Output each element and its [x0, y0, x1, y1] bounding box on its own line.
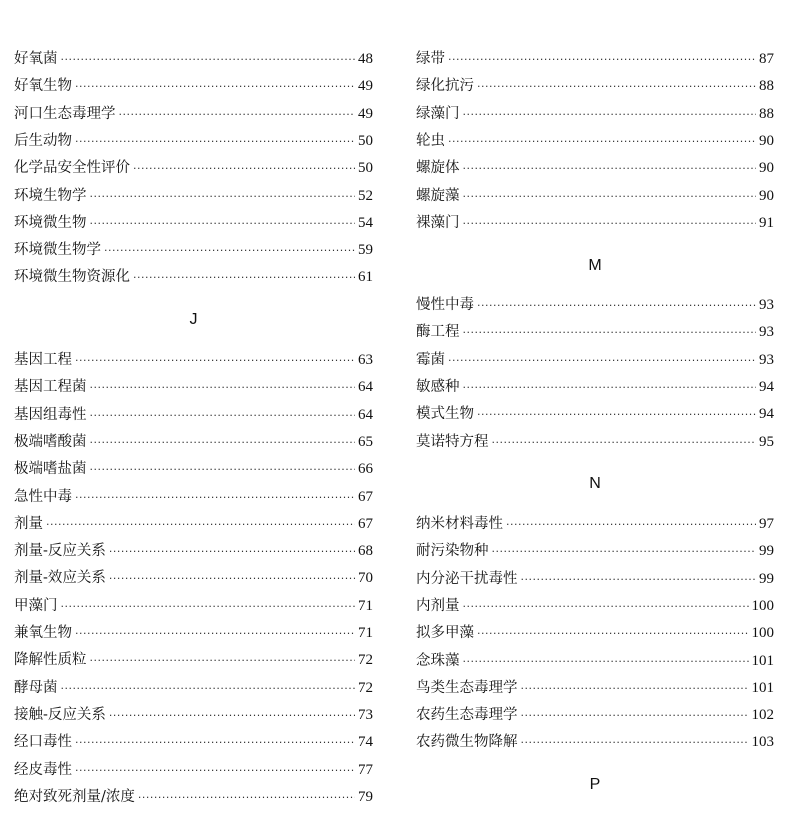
index-entry	[14, 456, 373, 483]
index-entry	[14, 264, 373, 291]
index-entry	[14, 155, 373, 182]
index-term: 环境微生物	[14, 214, 87, 231]
index-term: 好氧菌	[14, 51, 58, 67]
index-page-number: 101	[751, 679, 774, 696]
index-entry	[14, 46, 373, 73]
index-entry	[416, 210, 774, 237]
dot-leader	[61, 46, 356, 73]
index-term: 极端嗜盐菌	[14, 461, 87, 478]
index-page-number: 64	[358, 379, 373, 396]
dot-leader	[463, 648, 749, 675]
index-page-number: 50	[358, 160, 373, 177]
index-page-number: 97	[759, 516, 774, 532]
index-term: 环境微生物资源化	[14, 269, 130, 286]
index-term: 经口毒性	[14, 734, 72, 751]
dot-leader	[492, 429, 757, 456]
index-page-number: 54	[358, 214, 373, 231]
index-term: 轮虫	[416, 132, 445, 149]
index-entry	[14, 675, 373, 702]
index-page-number: 50	[358, 132, 373, 149]
dot-leader	[133, 155, 355, 182]
dot-leader	[463, 374, 757, 401]
dot-leader	[90, 456, 356, 483]
dot-leader	[448, 128, 756, 155]
dot-leader	[477, 73, 756, 100]
index-page-number: 79	[358, 788, 373, 805]
index-page-number: 73	[358, 706, 373, 723]
index-entry	[14, 237, 373, 264]
index-entry	[416, 128, 774, 155]
index-page-number: 94	[759, 406, 774, 423]
index-term: 甲藻门	[14, 597, 58, 614]
index-term: 裸藻门	[416, 214, 460, 231]
dot-leader	[506, 511, 756, 538]
dot-leader	[90, 210, 356, 237]
index-page-number: 67	[358, 488, 373, 505]
index-page-number: 67	[358, 515, 373, 532]
dot-leader	[109, 565, 355, 592]
index-term: 基因工程	[14, 352, 72, 368]
index-term: 酵母菌	[14, 679, 58, 696]
index-entry	[416, 401, 774, 428]
index-entry	[416, 593, 774, 620]
index-entry	[14, 620, 373, 647]
index-term: 霉菌	[416, 351, 445, 368]
index-entry	[14, 402, 373, 429]
index-page-number: 65	[358, 433, 373, 450]
index-entry	[416, 648, 774, 675]
index-entry	[14, 593, 373, 620]
index-page-number: 71	[358, 625, 373, 641]
index-term: 剂量	[14, 515, 43, 532]
index-page-number: 100	[751, 625, 774, 642]
dot-leader	[90, 647, 356, 674]
index-page-number: 70	[358, 570, 373, 587]
index-entry	[416, 729, 774, 756]
index-entry	[416, 292, 774, 319]
index-term: 剂量-效应关系	[14, 570, 106, 587]
dot-leader	[90, 183, 356, 210]
index-page-number: 49	[358, 78, 373, 95]
index-page-number: 52	[358, 187, 373, 204]
index-page-number: 74	[358, 734, 373, 751]
index-term: 河口生态毒理学	[14, 105, 116, 122]
section-letter-p: P	[589, 776, 601, 793]
index-term: 绿藻门	[416, 105, 460, 122]
index-term: 莫诺特方程	[416, 433, 489, 450]
index-page-number: 102	[751, 707, 774, 724]
index-term: 基因工程菌	[14, 379, 87, 396]
index-term: 拟多甲藻	[416, 625, 474, 642]
dot-leader	[104, 237, 355, 264]
dot-leader	[463, 101, 757, 128]
index-term: 纳米材料毒性	[416, 516, 503, 532]
index-entry	[14, 210, 373, 237]
index-term: 兼氧生物	[14, 625, 72, 641]
index-term: 慢性中毒	[416, 297, 474, 313]
index-term: 剂量-反应关系	[14, 543, 106, 560]
index-term: 敏感种	[416, 378, 460, 395]
index-entry	[416, 155, 774, 182]
dot-leader	[463, 183, 757, 210]
dot-leader	[521, 729, 749, 756]
index-page-number: 68	[358, 543, 373, 560]
index-page-number: 90	[759, 132, 774, 149]
index-page-number: 100	[751, 597, 774, 614]
index-page-number: 93	[759, 324, 774, 341]
index-term: 基因组毒性	[14, 406, 87, 423]
index-entry	[416, 46, 774, 73]
index-entry	[14, 511, 373, 538]
index-page-number: 103	[751, 734, 774, 751]
index-entry	[416, 702, 774, 729]
index-entry	[14, 484, 373, 511]
index-entry	[14, 101, 373, 128]
index-entry	[416, 675, 774, 702]
index-term: 环境微生物学	[14, 242, 101, 259]
dot-leader	[463, 210, 757, 237]
dot-leader	[521, 675, 749, 702]
index-entry	[14, 565, 373, 592]
index-entry	[14, 429, 373, 456]
dot-leader	[521, 566, 757, 593]
dot-leader	[133, 264, 355, 291]
index-page-number: 77	[358, 761, 373, 778]
index-page-number: 59	[358, 242, 373, 259]
index-term: 内剂量	[416, 597, 460, 614]
dot-leader	[477, 620, 749, 647]
index-term: 鸟类生态毒理学	[416, 679, 518, 696]
index-entry	[14, 647, 373, 674]
index-term: 经皮毒性	[14, 761, 72, 778]
index-entry	[416, 347, 774, 374]
index-term: 念珠藻	[416, 652, 460, 669]
index-term: 急性中毒	[14, 488, 72, 505]
index-entry	[14, 757, 373, 784]
index-term: 酶工程	[416, 324, 460, 341]
dot-leader	[448, 347, 756, 374]
index-term: 绿带	[416, 51, 445, 67]
section-letter-n: N	[589, 475, 601, 492]
index-entry	[14, 538, 373, 565]
index-page-number: 87	[759, 51, 774, 67]
dot-leader	[61, 593, 356, 620]
index-term: 降解性质粒	[14, 652, 87, 669]
index-entry	[416, 538, 774, 565]
index-page-number: 94	[759, 378, 774, 395]
dot-leader	[463, 155, 757, 182]
dot-leader	[75, 620, 355, 647]
dot-leader	[75, 73, 355, 100]
index-entry	[416, 183, 774, 210]
index-entry	[416, 73, 774, 100]
dot-leader	[463, 319, 757, 346]
index-entry	[14, 784, 373, 811]
index-page-number: 49	[358, 105, 373, 122]
index-page-number: 88	[759, 105, 774, 122]
dot-leader	[75, 757, 355, 784]
index-entry	[416, 319, 774, 346]
index-page-number: 88	[759, 78, 774, 95]
index-entry	[416, 374, 774, 401]
dot-leader	[448, 46, 756, 73]
index-page-number: 63	[358, 352, 373, 368]
section-letter-j: J	[189, 311, 198, 328]
index-entry	[14, 729, 373, 756]
index-term: 螺旋藻	[416, 187, 460, 204]
index-page-number: 61	[358, 269, 373, 286]
index-entry	[416, 101, 774, 128]
index-term: 化学品安全性评价	[14, 160, 130, 177]
index-page-number: 72	[358, 679, 373, 696]
index-term: 农药微生物降解	[416, 734, 518, 751]
index-page-number: 71	[358, 597, 373, 614]
index-entry	[14, 183, 373, 210]
index-entry	[14, 128, 373, 155]
dot-leader	[46, 511, 355, 538]
dot-leader	[75, 729, 355, 756]
index-entry	[416, 620, 774, 647]
dot-leader	[138, 784, 355, 811]
index-entry	[416, 566, 774, 593]
dot-leader	[463, 593, 749, 620]
dot-leader	[75, 347, 355, 374]
index-entry	[416, 511, 774, 538]
index-term: 螺旋体	[416, 160, 460, 177]
index-term: 绝对致死剂量/浓度	[14, 788, 135, 805]
index-term: 模式生物	[416, 406, 474, 423]
dot-leader	[61, 675, 356, 702]
dot-leader	[90, 374, 356, 401]
dot-leader	[75, 484, 355, 511]
index-page-number: 99	[759, 570, 774, 587]
dot-leader	[109, 702, 355, 729]
index-page-number: 93	[759, 351, 774, 368]
section-letter-m: M	[588, 257, 602, 274]
index-term: 绿化抗污	[416, 78, 474, 95]
dot-leader	[109, 538, 355, 565]
index-page-number: 66	[358, 461, 373, 478]
dot-leader	[477, 401, 756, 428]
index-term: 环境生物学	[14, 187, 87, 204]
dot-leader	[477, 292, 756, 319]
index-term: 后生动物	[14, 132, 72, 149]
index-page-number: 48	[358, 51, 373, 67]
index-page-number: 91	[759, 214, 774, 231]
index-page-number: 90	[759, 160, 774, 177]
index-term: 接触-反应关系	[14, 706, 106, 723]
index-entry	[14, 374, 373, 401]
dot-leader	[90, 429, 356, 456]
index-entry	[14, 702, 373, 729]
index-page-number: 64	[358, 406, 373, 423]
index-entry	[416, 429, 774, 456]
index-entry	[14, 73, 373, 100]
dot-leader	[521, 702, 749, 729]
dot-leader	[90, 402, 356, 429]
dot-leader	[492, 538, 757, 565]
index-page-number: 93	[759, 297, 774, 313]
index-entry	[14, 347, 373, 374]
index-page-number: 99	[759, 543, 774, 560]
index-term: 极端嗜酸菌	[14, 433, 87, 450]
index-term: 内分泌干扰毒性	[416, 570, 518, 587]
index-page-number: 95	[759, 433, 774, 450]
index-term: 好氧生物	[14, 78, 72, 95]
index-page-number: 101	[751, 652, 774, 669]
dot-leader	[119, 101, 356, 128]
index-term: 耐污染物种	[416, 543, 489, 560]
index-page-number: 72	[358, 652, 373, 669]
index-page-number: 90	[759, 187, 774, 204]
index-term: 农药生态毒理学	[416, 707, 518, 724]
dot-leader	[75, 128, 355, 155]
